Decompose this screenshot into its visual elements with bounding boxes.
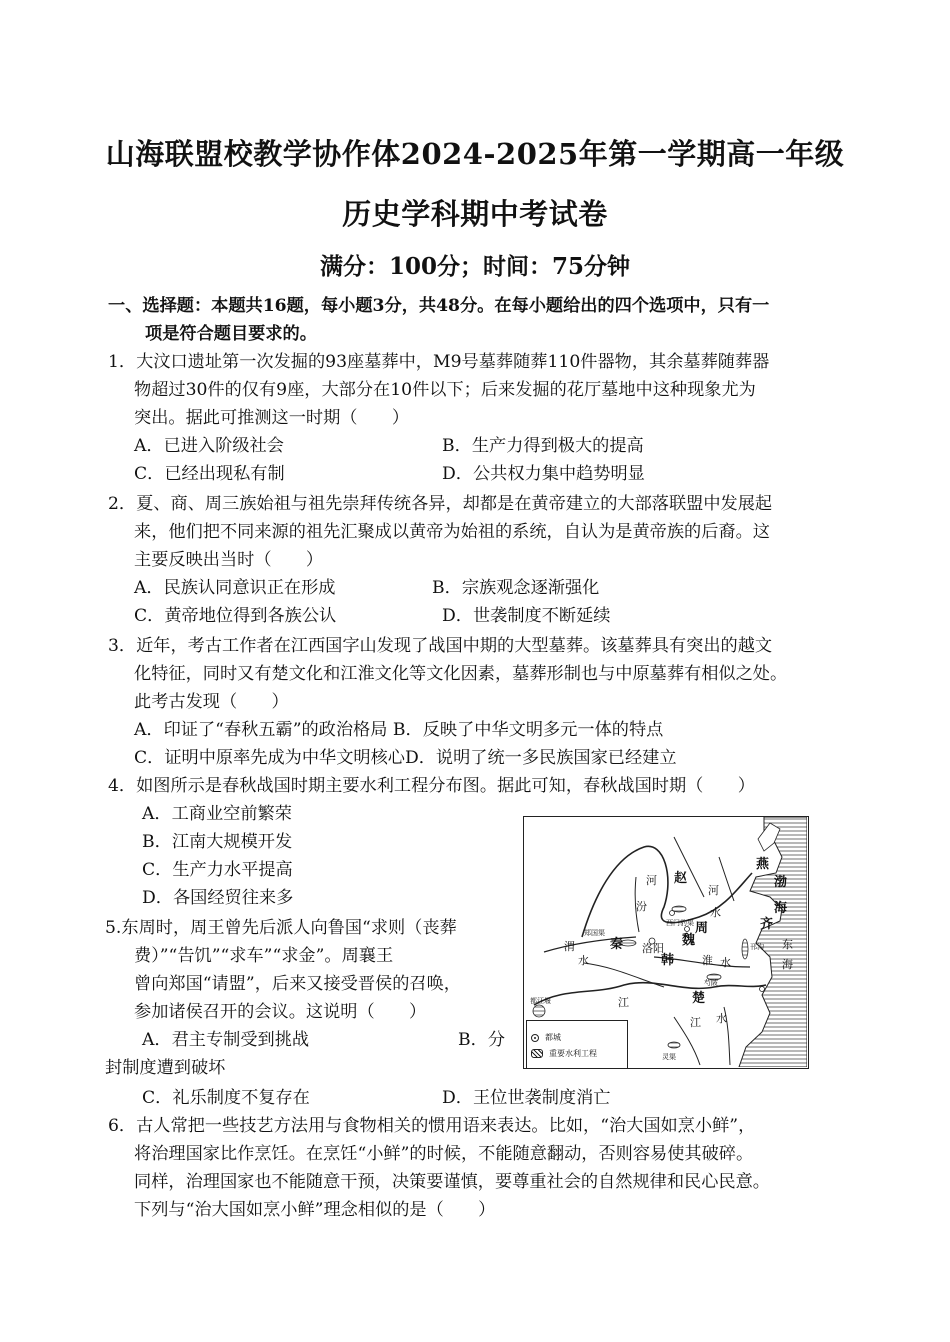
map-label-he2: 河 [708, 884, 719, 897]
q2-stem-line3: 主要反映出当时（ ） [134, 550, 324, 570]
q6-stem-line4: 下列与“治大国如烹小鲜”理念相似的是（ ） [134, 1200, 496, 1220]
map-label-shui2: 水 [578, 954, 589, 967]
q3-options-cd: C．证明中原率先成为中华文明核心D．说明了统一多民族国家已经建立 [134, 748, 677, 768]
capital-symbol-icon [531, 1034, 539, 1042]
map-label-fen: 汾 [636, 900, 647, 913]
map-label-shaobei: 芍陂 [704, 979, 718, 987]
q1-option-b: B．生产力得到极大的提高 [442, 436, 644, 456]
q4-option-b: B．江南大规模开发 [142, 832, 293, 852]
section-instructions-line1: 一、选择题：本题共16题，每小题3分，共48分。在每小题给出的四个选项中，只有一 [108, 296, 770, 316]
map-label-hai2: 海 [782, 958, 793, 971]
exam-title-line2: 历史学科期中考试卷 [342, 197, 608, 231]
q4-option-c: C．生产力水平提高 [142, 860, 293, 880]
q5-stem-line4: 参加诸侯召开的会议。这说明（ ） [134, 1002, 427, 1022]
map-label-wei2: 渭 [564, 940, 575, 953]
q6-stem-line2: 将治理国家比作烹饪。在烹饪“小鲜”的时候，不能随意翻动，否则容易使其破碎。 [134, 1144, 754, 1164]
q3-stem-line2: 化特征，同时又有楚文化和江淮文化等文化因素，墓葬形制也与中原墓葬有相似之处。 [134, 664, 788, 684]
q3-stem-line1: 3．近年，考古工作者在江西国字山发现了战国中期的大型墓葬。该墓葬具有突出的越文 [108, 636, 773, 656]
q1-stem-line2: 物超过30件的仅有9座，大部分在10件以下；后来发掘的花厅墓地中这种现象尤为 [134, 380, 756, 400]
exam-score-time: 满分：100分；时间：75分钟 [319, 253, 631, 280]
q5-option-b-part2: 封制度遭到破坏 [105, 1058, 226, 1078]
q4-option-d: D．各国经贸往来多 [142, 888, 294, 908]
legend-capital-row [531, 1033, 561, 1043]
map-label-jiang2: 江 [690, 1016, 701, 1029]
legend-water-label: 重要水利工程 [549, 1049, 597, 1058]
q4-option-a: A．工商业空前繁荣 [142, 804, 292, 824]
capital-marker [670, 911, 675, 916]
water-project-marker [668, 1042, 680, 1048]
q1-stem-line3: 突出。据此可推测这一时期（ ） [134, 408, 410, 428]
map-label-wei: 魏 [682, 933, 696, 948]
exam-title-line1: 山海联盟校教学协作体2024-2025年第一学期高一年级 [105, 137, 845, 171]
q5-option-d: D．王位世袭制度消亡 [442, 1088, 611, 1108]
q5-option-b-part1: B．分 [458, 1030, 506, 1050]
map-label-zhou: 周 [695, 921, 709, 936]
q5-stem-line1: 5.东周时，周王曾先后派人向鲁国“求则（丧葬 [105, 918, 457, 938]
map-label-qin: 秦 [610, 937, 624, 952]
q5-stem-line3: 曾向郑国“请盟”，后来又接受晋侯的召唤， [134, 974, 461, 994]
legend-water-row [531, 1049, 597, 1059]
map-label-lingqu: 灵渠 [662, 1053, 676, 1061]
yangtze-river [534, 983, 766, 1005]
q1-option-c: C．已经出现私有制 [134, 464, 285, 484]
q2-option-a: A．民族认同意识正在形成 [134, 578, 336, 598]
map-label-qi: 齐 [760, 917, 774, 932]
q1-stem-line1: 1．大汶口遗址第一次发掘的93座墓葬中，M9号墓葬随葬110件器物，其余墓葬随葬器 [108, 352, 770, 372]
legend-capital-label: 都城 [545, 1033, 561, 1042]
map-label-zhao: 赵 [674, 871, 688, 886]
q2-option-c: C．黄帝地位得到各族公认 [134, 606, 337, 626]
map-label-shui4: 水 [716, 1012, 727, 1025]
water-project-marker [742, 939, 748, 959]
q3-stem-line3: 此考古发现（ ） [134, 692, 289, 712]
map-label-luoyang: 洛阳 [642, 942, 664, 955]
north-rivers [674, 837, 734, 901]
map-label-dujiang: 都江堰 [530, 997, 551, 1005]
q5-option-c: C．礼乐制度不复存在 [142, 1088, 310, 1108]
q1-option-d: D．公共权力集中趋势明显 [442, 464, 645, 484]
q4-stem-line1: 4．如图所示是春秋战国时期主要水利工程分布图。据此可知，春秋战国时期（ ） [108, 776, 755, 796]
map-label-shui3: 水 [720, 956, 731, 969]
q2-stem-line1: 2．夏、商、周三族始祖与祖先崇拜传统各异，却都是在黄帝建立的大部落联盟中发展起 [108, 494, 773, 514]
map-label-chu: 楚 [692, 991, 706, 1006]
section-instructions-line2: 项是符合题目要求的。 [145, 324, 317, 344]
q6-stem-line1: 6．古人常把一些技艺方法用与食物相关的惯用语来表达。比如，“治大国如烹小鲜”， [108, 1116, 756, 1136]
map-label-shui1: 水 [710, 906, 721, 919]
q5-stem-line2: 费）”“告饥”“求车”“求金”。周襄王 [134, 946, 394, 966]
q3-options-ab: A．印证了“春秋五霸”的政治格局 B．反映了中华文明多元一体的特点 [134, 720, 664, 740]
q5-option-a: A．君主专制受到挑战 [142, 1030, 310, 1050]
map-label-hai: 海 [774, 901, 788, 916]
q2-stem-line2: 来，他们把不同来源的祖先汇聚成以黄帝为始祖的系统，自认为是黄帝族的后裔。这 [134, 522, 770, 542]
map-label-hangou: 邗沟 [750, 943, 764, 951]
capital-marker [760, 987, 765, 992]
map-label-dong: 东 [782, 938, 793, 951]
q2-option-d: D．世袭制度不断延续 [442, 606, 611, 626]
q6-stem-line3: 同样，治理国家也不能随意干预，决策要谨慎，要尊重社会的自然规律和民心民意。 [134, 1172, 770, 1192]
water-projects-map [523, 816, 809, 1069]
map-label-ximen: 西门豹渠 [666, 919, 694, 927]
map-label-huai: 淮 [702, 954, 713, 967]
q2-option-b: B．宗族观念逐渐强化 [432, 578, 600, 598]
map-label-yan: 燕 [756, 857, 770, 872]
map-label-bohai: 渤 [774, 875, 788, 890]
q1-option-a: A．已进入阶级社会 [134, 436, 284, 456]
map-label-zhengguo: 郑国渠 [584, 929, 605, 937]
map-label-han: 韩 [661, 953, 675, 968]
water-project-symbol-icon [531, 1049, 543, 1058]
map-legend [526, 1020, 628, 1069]
map-label-jiang: 江 [618, 996, 629, 1009]
map-label-he1: 河 [646, 874, 657, 887]
